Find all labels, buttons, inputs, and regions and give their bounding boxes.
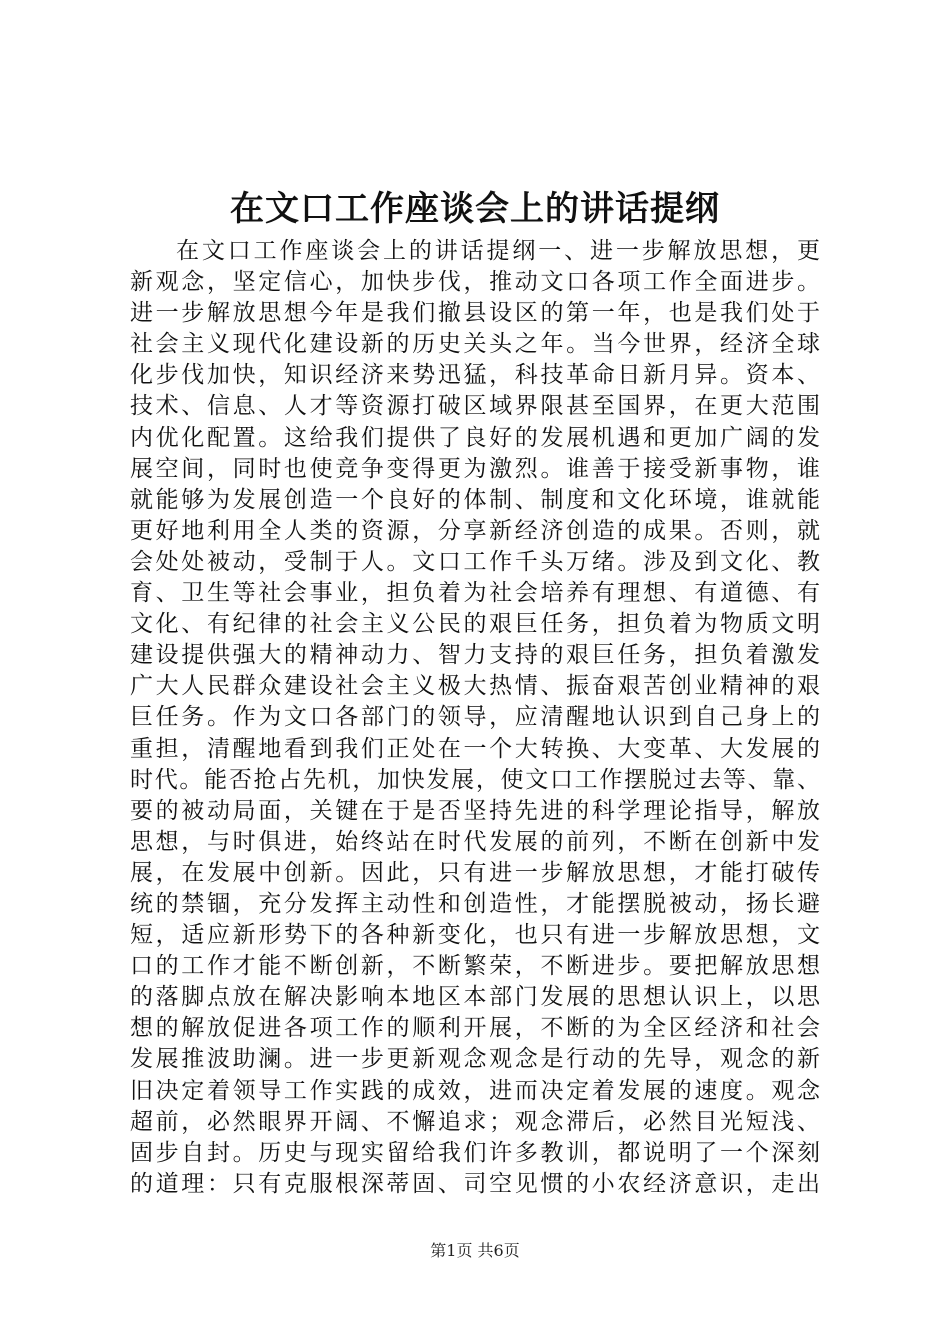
body-line: 育、卫生等社会事业，担负着为社会培养有理想、有道德、有 xyxy=(130,580,820,607)
body-line: 旧决定着领导工作实践的成效，进而决定着发展的速度。观念 xyxy=(130,1077,820,1104)
body-line: 社会主义现代化建设新的历史关头之年。当今世界，经济全球 xyxy=(130,331,820,358)
page-footer: 第1页 共6页 xyxy=(430,1241,520,1260)
body-line: 超前，必然眼界开阔、不懈追求；观念滞后，必然目光短浅、 xyxy=(130,1108,820,1135)
body-line: 展空间，同时也使竞争变得更为激烈。谁善于接受新事物，谁 xyxy=(130,455,820,482)
body-line: 重担，清醒地看到我们正处在一个大转换、大变革、大发展的 xyxy=(130,735,820,762)
body-line: 进一步解放思想今年是我们撤县设区的第一年，也是我们处于 xyxy=(130,300,820,327)
body-line: 化步伐加快，知识经济来势迅猛，科技革命日新月异。资本、 xyxy=(130,362,820,389)
body-line: 短，适应新形势下的各种新变化，也只有进一步解放思想，文 xyxy=(130,922,820,949)
body-line: 巨任务。作为文口各部门的领导，应清醒地认识到自己身上的 xyxy=(130,704,820,731)
body-line: 展，在发展中创新。因此，只有进一步解放思想，才能打破传 xyxy=(130,859,820,886)
body-line: 更好地利用全人类的资源，分享新经济创造的成果。否则，就 xyxy=(130,517,820,544)
body-line: 固步自封。历史与现实留给我们许多教训，都说明了一个深刻 xyxy=(130,1139,820,1166)
body-line: 建设提供强大的精神动力、智力支持的艰巨任务，担负着激发 xyxy=(130,642,820,669)
body-line: 发展推波助澜。进一步更新观念观念是行动的先导，观念的新 xyxy=(130,1046,820,1073)
document-title: 在文口工作座谈会上的讲话提纲 xyxy=(230,189,720,229)
body-line: 广大人民群众建设社会主义极大热情、振奋艰苦创业精神的艰 xyxy=(130,673,820,700)
body-line: 口的工作才能不断创新，不断繁荣，不断进步。要把解放思想 xyxy=(130,953,820,980)
body-line: 统的禁锢，充分发挥主动性和创造性，才能摆脱被动，扬长避 xyxy=(130,890,820,917)
body-line: 新观念，坚定信心，加快步伐，推动文口各项工作全面进步。 xyxy=(130,269,820,296)
body-line: 想的解放促进各项工作的顺利开展，不断的为全区经济和社会 xyxy=(130,1015,820,1042)
body-line: 就能够为发展创造一个良好的体制、制度和文化环境，谁就能 xyxy=(130,486,820,513)
body-text xyxy=(130,236,820,1200)
body-line: 会处处被动，受制于人。文口工作千头万绪。涉及到文化、教 xyxy=(130,548,820,575)
body-line: 技术、信息、人才等资源打破区域界限甚至国界，在更大范围 xyxy=(130,393,820,420)
body-line: 思想，与时俱进，始终站在时代发展的前列，不断在创新中发 xyxy=(130,828,820,855)
body-line: 在文口工作座谈会上的讲话提纲一、进一步解放思想，更 xyxy=(176,238,820,264)
body-line: 的落脚点放在解决影响本地区本部门发展的思想认识上，以思 xyxy=(130,984,820,1011)
body-line: 内优化配置。这给我们提供了良好的发展机遇和更加广阔的发 xyxy=(130,424,820,451)
body-line: 的道理：只有克服根深蒂固、司空见惯的小农经济意识，走出 xyxy=(130,1170,820,1197)
body-line: 要的被动局面，关键在于是否坚持先进的科学理论指导，解放 xyxy=(130,797,820,824)
body-line: 时代。能否抢占先机，加快发展，使文口工作摆脱过去等、靠、 xyxy=(130,766,820,793)
body-line: 文化、有纪律的社会主义公民的艰巨任务，担负着为物质文明 xyxy=(130,611,820,638)
